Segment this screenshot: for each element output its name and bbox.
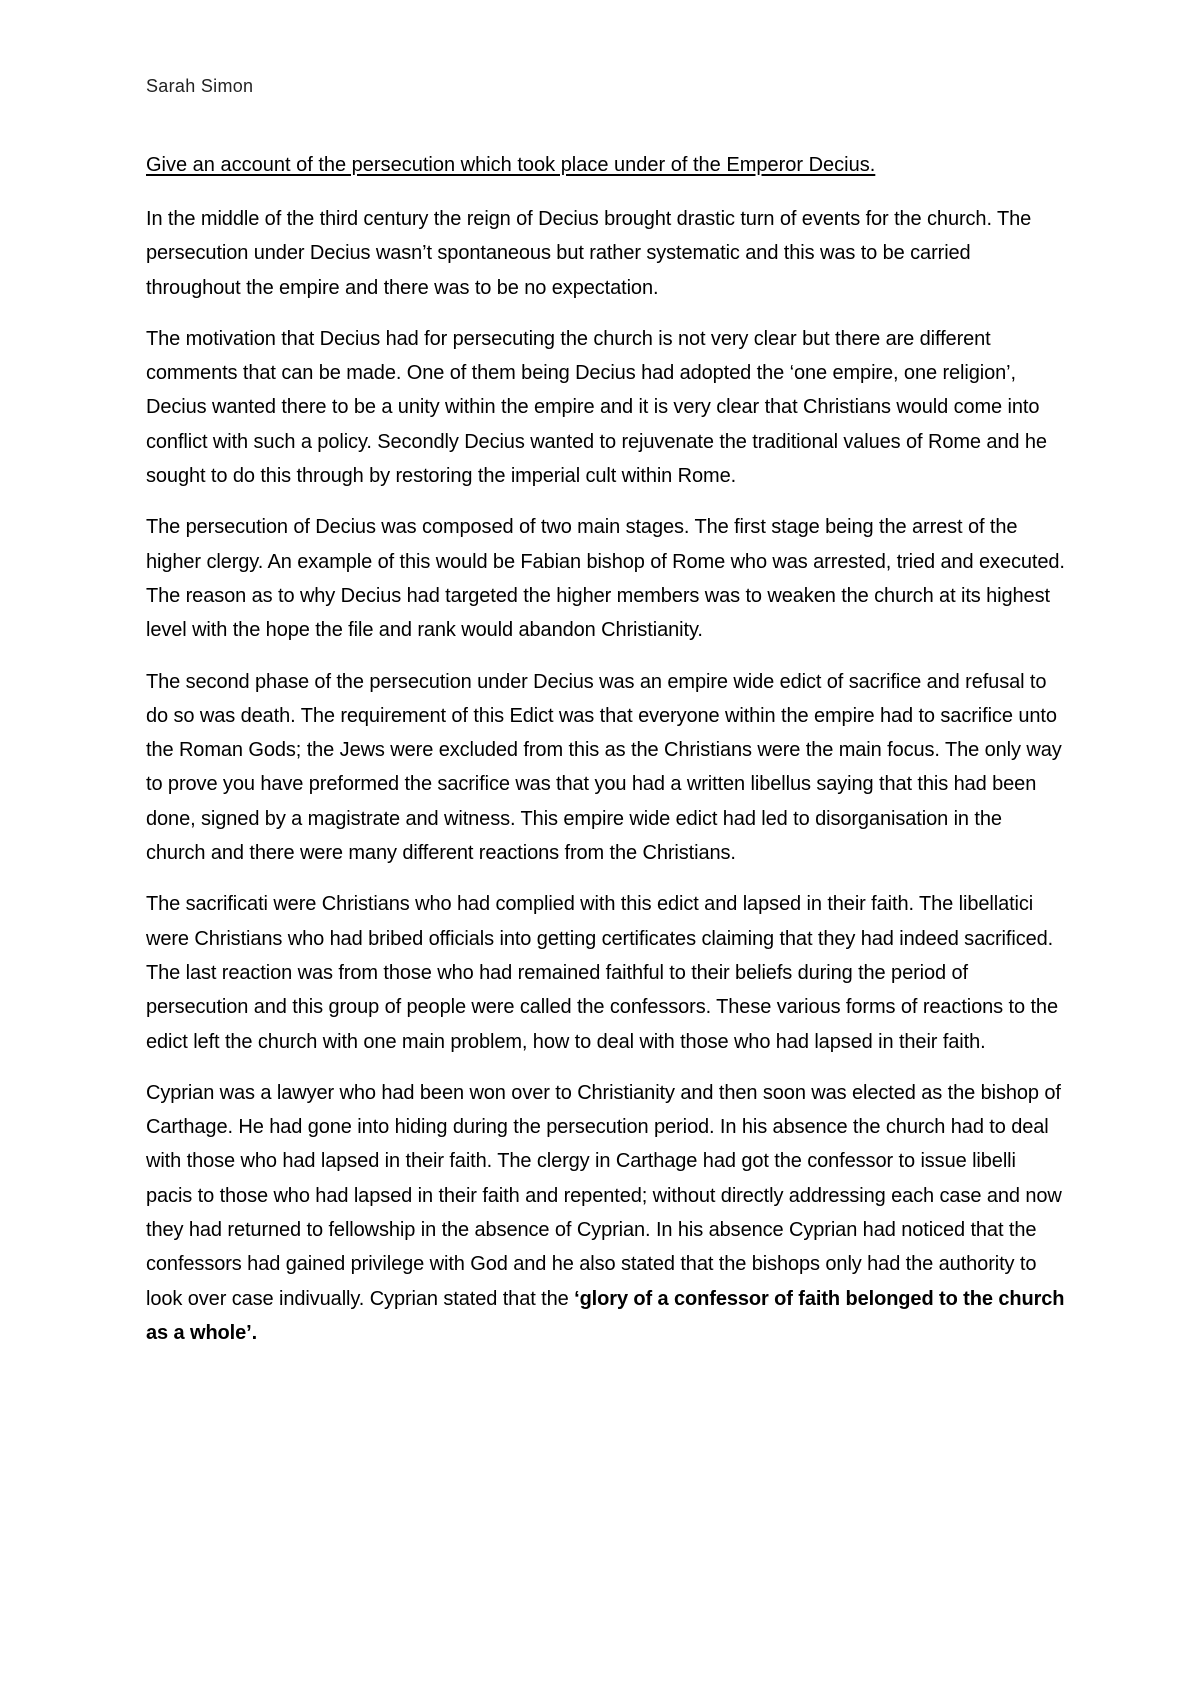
paragraph-4: The second phase of the persecution under Decius was an empire wide edict of sacrifice and refusal to do so was death. The requirement of this Edict was that everyone within the empire had to sacrifice unto the Roman Gods; the Jews were excluded from this as the Christians were the main focus. The only way to prove you have preformed the sacrifice was that you had a written libellus saying that this had been done, signed by a magistrate and witness. This empire wide edict had led to disorganisation in the church and there were many different reactions from the Christians. <box>146 670 1062 865</box>
paragraph-2: The motivation that Decius had for persecuting the church is not very clear but there are different comments that can be made. One of them being Decius had adopted the ‘one empire, one religion’, Decius wanted there to be a unity within the empire and it is very clear that Christians would come into conflict with such a policy. Secondly Decius wanted to rejuvenate the traditional values of Rome and he sought to do this through by restoring the imperial cult within Rome. <box>146 327 1047 488</box>
essay-title: Give an account of the persecution which took place under of the Emperor Decius. <box>146 154 876 176</box>
paragraph-3: The persecution of Decius was composed of two main stages. The first stage being the arrest of the higher clergy. An example of this would be Fabian bishop of Rome who was arrested, tried and executed. The reason as to why Decius had targeted the higher members was to weaken the church at its highest level with the hope the file and rank would abandon Christianity. <box>146 516 1065 642</box>
paragraph-6 <box>146 1076 1066 1350</box>
bold-quote: ‘glory of a confessor of faith belonged to the church as a whole’. <box>146 1287 1065 1344</box>
paragraph-5: The sacrificati were Christians who had complied with this edict and lapsed in their faith. The libellatici were Christians who had bribed officials into getting certificates claiming that they had indeed sacrificed. The last reaction was from those who had remained faithful to their beliefs during the period of persecution and this group of people were called the confessors. These various forms of reactions to the edict left the church with one main problem, how to deal with those who had lapsed in their faith. <box>146 893 1058 1053</box>
author-name: Sarah Simon <box>146 76 254 96</box>
paragraph-1: In the middle of the third century the reign of Decius brought drastic turn of events for the church. The persecution under Decius wasn’t spontaneous but rather systematic and this was to be carried throughout the empire and there was to be no expectation. <box>146 208 1032 299</box>
document-body <box>146 148 1066 1367</box>
paragraph-6-text: Cyprian was a lawyer who had been won over to Christianity and then soon was elected as the bishop of Carthage. He had gone into hiding during the persecution period. In his absence the church had to deal with those who had lapsed in their faith. The clergy in Carthage had got the confessor to issue libelli pacis to those who had lapsed in their faith and repented; without directly addressing each case and now they had returned to fellowship in the absence of Cyprian. In his absence Cyprian had noticed that the confessors had gained privilege with God and he also stated that the bishops only had the authority to look over case indivually. Cyprian stated that the <box>146 1081 1062 1310</box>
